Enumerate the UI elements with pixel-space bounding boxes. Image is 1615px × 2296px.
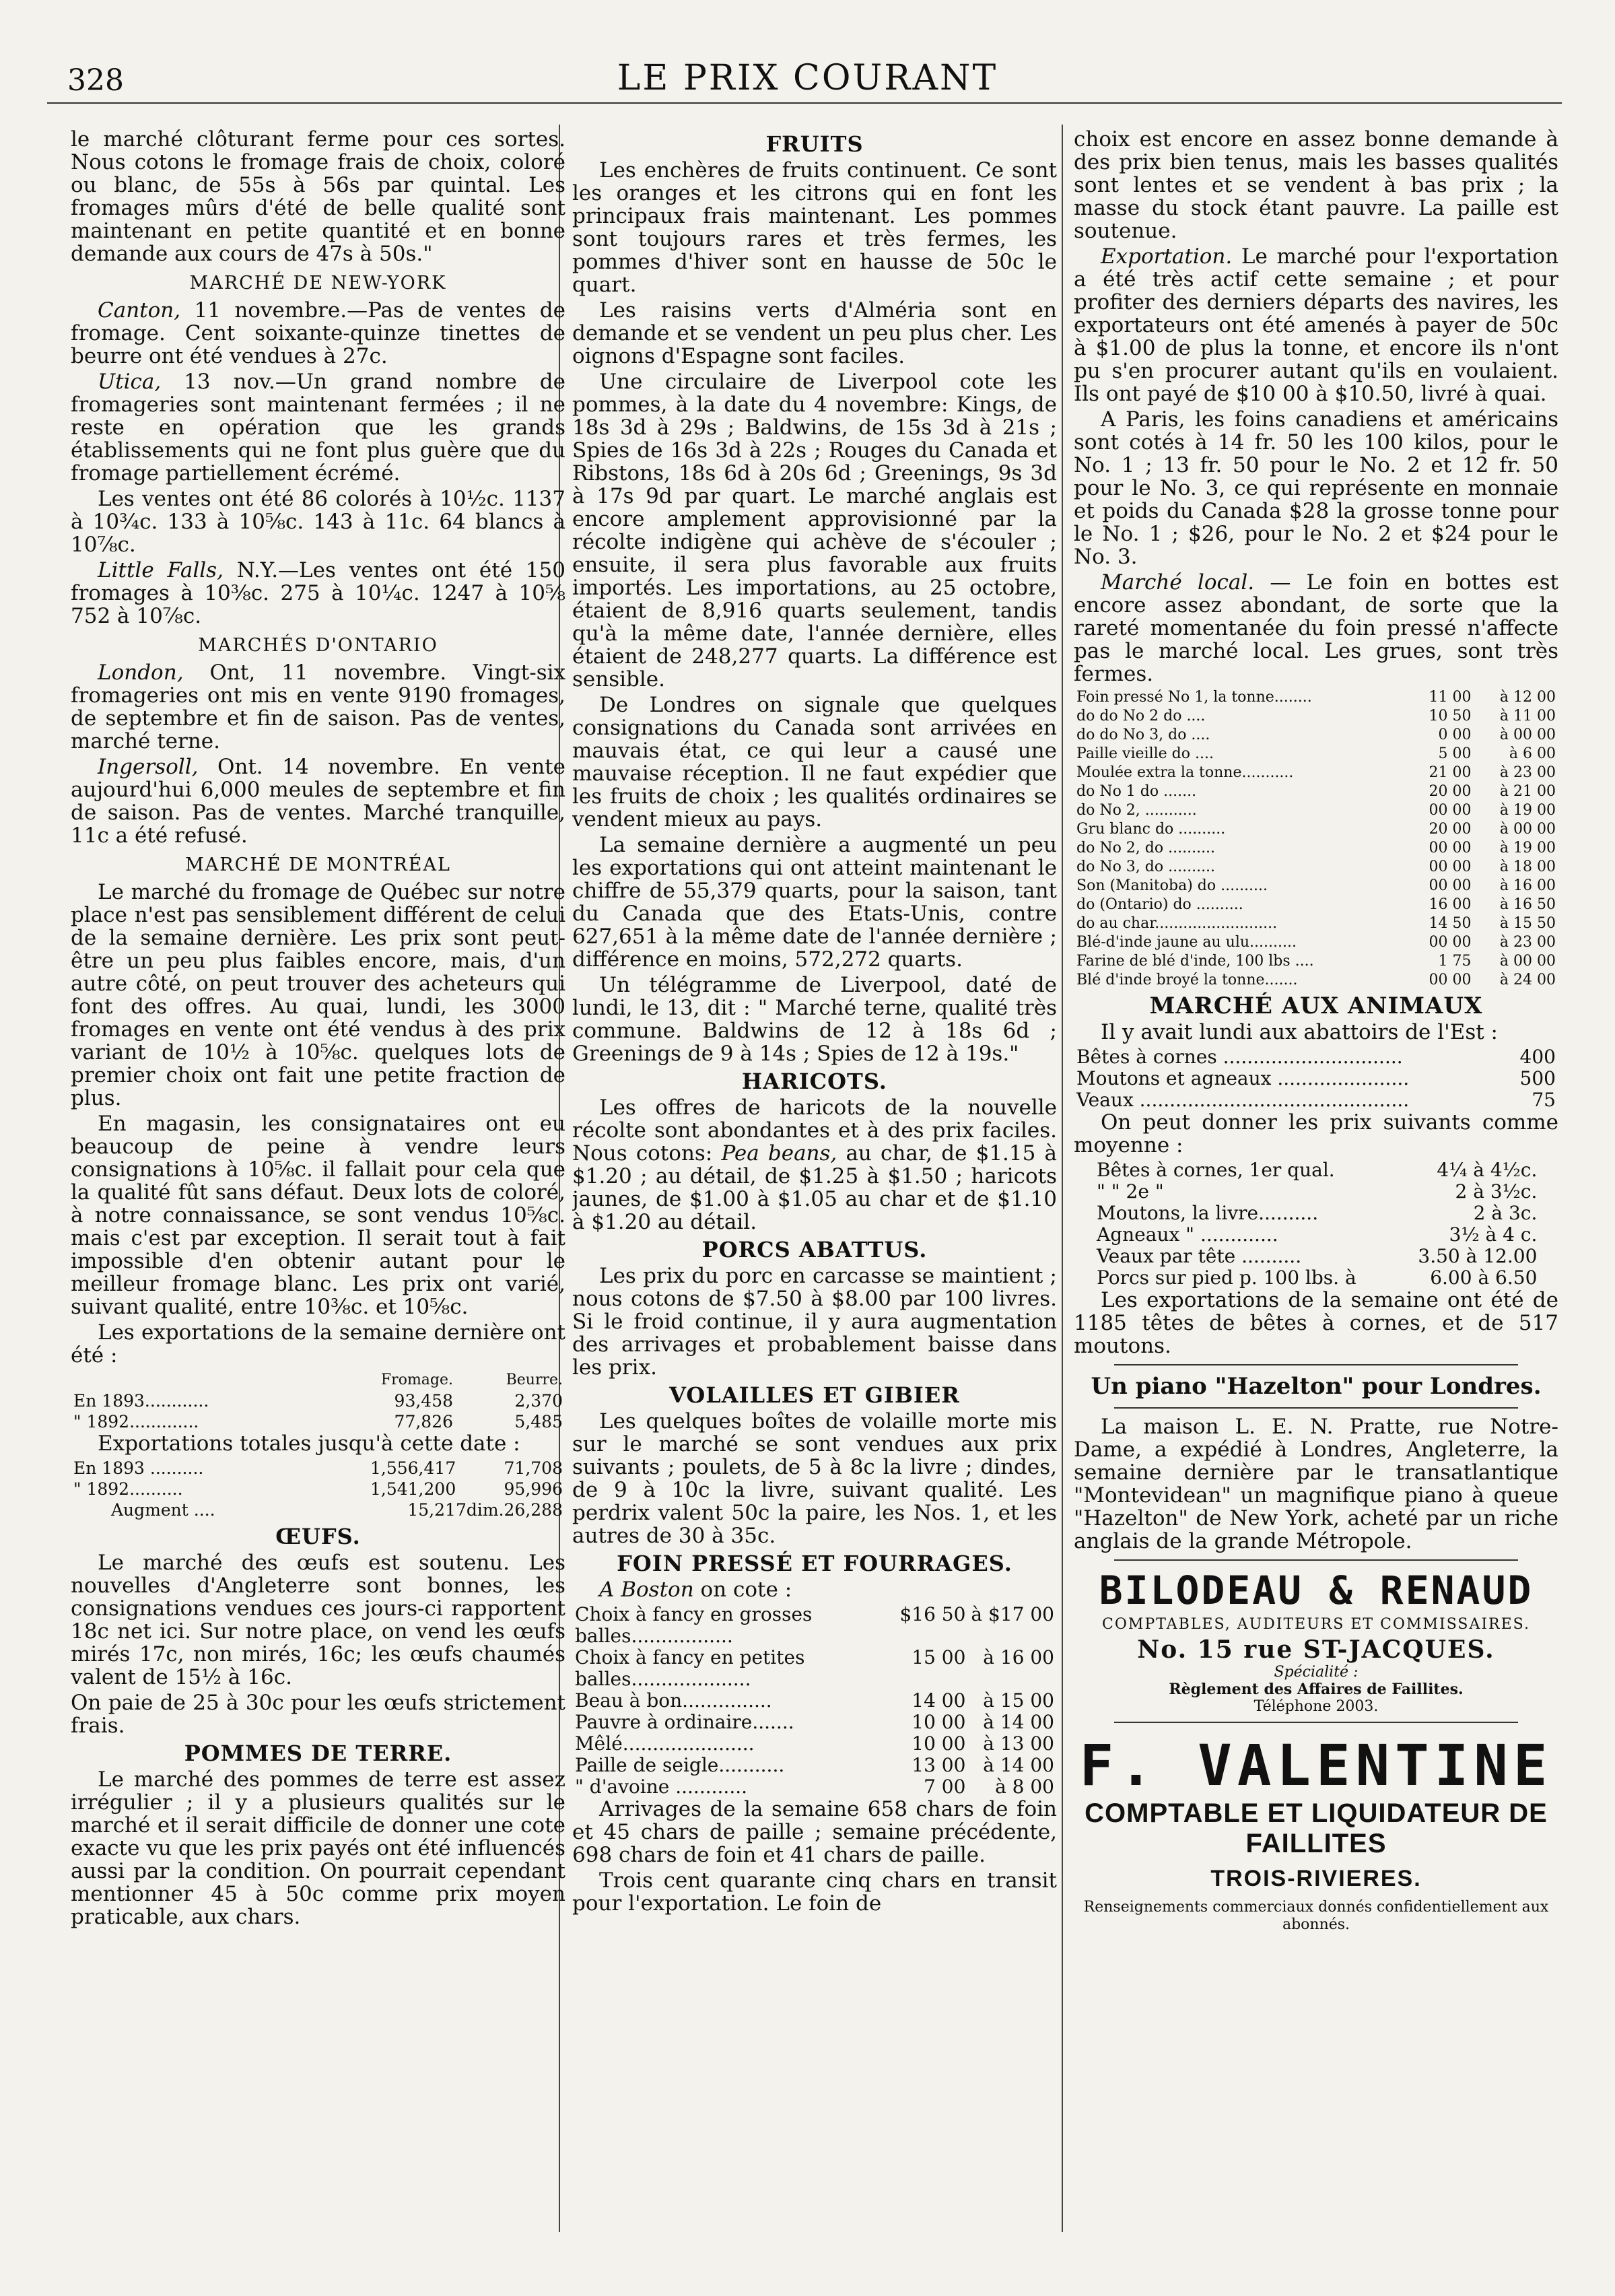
price-low: 10 00 [912, 1732, 966, 1755]
row-label: " d'avoine ............ [575, 1776, 748, 1798]
price-low: 00 00 [1429, 858, 1472, 875]
animaux-exportations-text: Les exportations de la semaine ont été de 1185 têtes de bêtes à cornes, et de 517 moutons. [1074, 1288, 1558, 1358]
utica-report: 13 nov.—Un grand nombre de fromageries sont maintenant fermées ; il ne reste en opération que les grands établissements qui ne font plus guère que du fromage partiellement écrémé. [71, 370, 565, 485]
place-ingersoll: Ingersoll, [98, 755, 199, 779]
ad-note-valentine: Renseignements commerciaux donnés confidentiellement aux abonnés. [1083, 1899, 1549, 1933]
fruits-text-2: Les raisins verts d'Alméria sont en demande et se vendent un peu plus cher. Les oignons d'Espagne sont faciles. [572, 298, 1057, 368]
animaux-prices-table [1094, 1159, 1540, 1289]
haricots-text [572, 1096, 1057, 1234]
price-high: à 18 00 [1499, 858, 1556, 875]
table-row [1074, 933, 1558, 952]
fromage-value: 1,556,417 [370, 1458, 456, 1478]
table-row [572, 1733, 1057, 1755]
price-low: 00 00 [1429, 934, 1472, 951]
newyork-littlefalls-text [71, 559, 565, 628]
price-low: 00 00 [1429, 877, 1472, 894]
section-heading-ontario: MARCHÉS D'ONTARIO [198, 635, 438, 656]
table-row [1074, 764, 1558, 782]
little-falls-report: N.Y.—Les ventes ont été 150 fromages à 10⅜c. 275 à 10¼c. 1247 à 10⅝ 752 à 10⅞c. [71, 558, 565, 628]
price-value: 2 à 3½c. [1455, 1180, 1538, 1203]
section-heading-montreal: MARCHÉ DE MONTRÉAL [185, 854, 451, 875]
montreal-text-1: Le marché du fromage de Québec sur notre place n'est pas sensiblement différent de celui de la semaine dernière. Les prix sont peut-être un peu plus faibles encore, mais, d'un autre côté, on peut trouver des acheteurs qui font des offres. Au quai, lundi, les 3000 fromages en vente ont été vendus à des prix variant de 10½ à 10⅝c. quelques lots de premier choix ont fait une petite fraction de plus. [71, 880, 565, 1110]
fromage-value: 77,826 [394, 1412, 454, 1431]
price-high: à 15 00 [983, 1689, 1054, 1712]
row-label: " 1892............. [73, 1412, 199, 1431]
table-row [1074, 914, 1558, 933]
place-boston: A Boston [599, 1578, 694, 1602]
marche-local-text [1074, 571, 1558, 685]
price-high: à 14 00 [983, 1711, 1054, 1733]
animaux-counts-table [1074, 1046, 1558, 1111]
table-row [1074, 726, 1558, 745]
count-value: 500 [1519, 1067, 1556, 1089]
divider-rule [1114, 1364, 1518, 1365]
table-row [572, 1755, 1057, 1776]
column-1 [71, 128, 565, 2235]
newyork-utica-text [71, 370, 565, 485]
row-label: Gru blanc do .......... [1076, 821, 1226, 838]
price-high: à 19 00 [1499, 840, 1556, 856]
price-high: à 8 00 [995, 1776, 1054, 1798]
row-label: Paille vieille do .... [1076, 745, 1214, 762]
price-high: à 21 00 [1499, 783, 1556, 800]
column-3 [1074, 128, 1558, 2235]
beurre-value: 71,708 [504, 1458, 563, 1478]
row-label: En 1893 .......... [73, 1458, 204, 1478]
table-row [1094, 1203, 1540, 1224]
canton-report: 11 novembre.—Pas de ventes de fromage. Cent soixante-quinze tinettes de beurre ont été vendues à 27c. [71, 298, 565, 368]
table-row [1074, 688, 1558, 707]
ad-name-valentine: F. VALENTINE [1079, 1732, 1553, 1798]
row-label: do do No 2 do .... [1076, 708, 1206, 724]
foin-choix-text: choix est encore en assez bonne demande à des prix bien tenus, mais les basses qualités sont lentes et se vendent à bas prix ; la masse du stock étant pauvre. La paille est soutenue. [1074, 128, 1558, 243]
row-label: Son (Manitoba) do .......... [1076, 877, 1268, 894]
ad-firm-role: COMPTABLES, AUDITEURS ET COMMISSAIRES. [1102, 1616, 1530, 1633]
ad-phone: Téléphone 2003. [1253, 1698, 1379, 1715]
table-row-augment [71, 1499, 565, 1520]
price-low: 13 00 [912, 1754, 966, 1776]
price-value: 6.00 à 6.50 [1430, 1267, 1538, 1289]
table-row [572, 1647, 1057, 1690]
price-value: 3.50 à 12.00 [1418, 1245, 1538, 1267]
price-low: 14 50 [1429, 915, 1472, 932]
price-low: 7 00 [924, 1776, 966, 1798]
price-low: 10 50 [1429, 708, 1472, 724]
col-header-beurre: Beurre. [506, 1372, 563, 1388]
price-low: 21 00 [1429, 764, 1472, 781]
table-row [1074, 952, 1558, 971]
local-prices-table [1074, 688, 1558, 990]
table-row [1074, 1089, 1558, 1111]
exportation-label: Exportation. [1101, 244, 1233, 269]
table-row [1074, 877, 1558, 896]
row-label: Choix à fancy en petites balles.................... [575, 1646, 805, 1690]
column-divider-2 [1062, 125, 1063, 2232]
price-high: à 16 00 [1499, 877, 1556, 894]
ad-specialty-text: Règlement des Affaires de Faillites. [1169, 1681, 1464, 1698]
table-row [71, 1411, 565, 1432]
table-row [572, 1604, 1057, 1647]
price-high: à 19 00 [1499, 802, 1556, 819]
price-low: 5 00 [1438, 745, 1472, 762]
table-row [71, 1479, 565, 1499]
exports-week-table [71, 1370, 565, 1432]
animaux-intro: Il y avait lundi aux abattoirs de l'Est : [1101, 1020, 1498, 1044]
ingersoll-report: Ont. 14 novembre. En vente aujourd'hui 6,000 meules de septembre et fin de saison. Pas de ventes. Marché tranquille, 11c a été refusé. [71, 755, 565, 848]
row-label: Moutons, la livre.......... [1097, 1202, 1319, 1224]
price-value: 3½ à 4 c. [1449, 1223, 1538, 1246]
exportation-body: Le marché pour l'exportation a été très actif cette semaine ; et pour profiter des derniers départs des navires, les exportateurs ont été amenés à payer de 50c à $1.00 de plus la tonne, et encore ils n'ont pu s'en procurer autant qu'ils en voulaient. Ils ont payé de $10 00 à $10.50, livré à quai. [1074, 244, 1558, 406]
fruits-text-1: Les enchères de fruits continuent. Ce sont les oranges et les citrons qui en font les principaux frais maintenant. Les pommes sont toujours rares et très fermes, les pommes d'hiver sont en hausse de 50c le quart. [572, 158, 1057, 297]
ontario-ingersoll-text [71, 755, 565, 847]
table-row [1074, 745, 1558, 764]
price-high: à 23 00 [1499, 764, 1556, 781]
count-value: 75 [1532, 1089, 1556, 1111]
table-row [1074, 839, 1558, 858]
journal-title: LE PRIX COURANT [617, 58, 998, 98]
table-row [1094, 1267, 1540, 1289]
ad-firm-address: No. 15 rue ST-JACQUES. [1137, 1635, 1495, 1664]
fruits-text-6: Un télégramme de Liverpool, daté de lundi, le 13, dit : " Marché terne, qualité très commune. Baldwins de 12 à 18s 6d ; Greenings de 9 à 14s ; Spies de 12 à 19s." [572, 973, 1057, 1066]
table-row [1074, 971, 1558, 990]
exports-total-table [71, 1458, 565, 1520]
row-label: Porcs sur pied p. 100 lbs. à [1097, 1267, 1356, 1289]
row-label: do (Ontario) do .......... [1076, 896, 1243, 913]
divider-rule [1114, 1407, 1518, 1409]
ad-city-valentine: TROIS-RIVIERES. [1210, 1866, 1422, 1891]
fruits-text-3: Une circulaire de Liverpool cote les pommes, à la date du 4 novembre: Kings, de 18s 3d à 29s ; Baldwins, de 15s 3d à 21s ; Spies de 16s 3d à 22s ; Rouges du Canada et Ribstons, 18s 6d à 20s 6d ; Greenings, 9s 3d à 17s 9d par quart. Le marché anglais est encore amplement approvisionné par la récolte indigène qui achève de s'écouler ; ensuite, il sera plus favorable aux fruits importés. Les importations, au 25 octobre, étaient de 8,916 quarts seulement, tandis qu'à la même date, l'année dernière, elles étaient de 248,277 quarts. La différence est sensible. [572, 370, 1057, 691]
price-high: à 24 00 [1499, 972, 1556, 988]
price-high: à 13 00 [983, 1732, 1054, 1755]
volailles-text: Les quelques boîtes de volaille morte mis sur le marché se sont vendues aux prix suivants ; poulets, de 5 à 8c la livre ; dindes, de 9 à 10c la livre, suivant qualité. Les perdrix valent 50c la paire, les Nos. 1, et les autres de 30 à 35c. [572, 1409, 1057, 1548]
augment-value: 15,217dim.26,288 [407, 1500, 563, 1520]
price-low: 0 00 [1438, 727, 1472, 743]
running-header [0, 0, 1615, 114]
row-label: do au char.......................... [1076, 915, 1278, 932]
row-label: En 1893............ [73, 1391, 209, 1411]
price-low: 00 00 [1429, 972, 1472, 988]
fruits-text-5: La semaine dernière a augmenté un peu les exportations qui ont atteint maintenant le chiffre de 55,379 quarts, pour la saison, tant du Canada que des Etats-Unis, contre 627,651 à la même date de l'année dernière ; différence en moins, 572,272 quarts. [572, 833, 1057, 972]
section-heading-newyork: MARCHÉ DE NEW-YORK [189, 273, 447, 294]
row-label: " " 2e " [1097, 1180, 1164, 1203]
header-rule [47, 102, 1562, 104]
price-high: à 00 00 [1499, 821, 1556, 838]
price-value: 4¼ à 4½c. [1437, 1159, 1538, 1181]
price-high: à 16 00 [983, 1646, 1054, 1668]
price-low: 16 00 [1429, 896, 1472, 913]
row-label: Choix à fancy en grosses balles................. [575, 1603, 813, 1647]
section-heading-oeufs: ŒUFS. [275, 1524, 361, 1549]
pommes-de-terre-text: Le marché des pommes de terre est assez irrégulier ; il y a plusieurs qualités sur le marché et il serait difficile de donner une cote exacte vu que les prix payés ont été influencés aussi par la condition. On pourrait cependant mentionner 45 à 50c comme prix moyen praticable, aux chars. [71, 1767, 565, 1929]
table-row [572, 1712, 1057, 1733]
london-report: Ont, 11 novembre. Vingt-six fromageries ont mis en vente 9190 fromages, de septembre et fin de saison. Pas de ventes, marché terne. [71, 661, 565, 753]
fromage-value: 93,458 [394, 1391, 454, 1411]
price-low: $16 50 [899, 1603, 966, 1625]
fruits-text-4: De Londres on signale que quelques consignations du Canada sont arrivées en mauvais état, ce qui leur a causé une mauvaise réception. Il ne faut expédier que les fruits de choix ; les qualités ordinaires se vendent mieux au pays. [572, 693, 1057, 832]
price-high: à 15 50 [1499, 915, 1556, 932]
divider-rule [1114, 1722, 1518, 1723]
newyork-canton-text [71, 299, 565, 368]
table-row [1074, 782, 1558, 801]
cheese-intro-text: le marché clôturant ferme pour ces sortes. Nous cotons le fromage frais de choix, coloré ou blanc, de 55s à 56s par quintal. Les fromages mûrs d'été de belle qualité sont maintenant en petite quantité et en bonne demande aux cours de 47s à 50s." [71, 128, 565, 266]
piano-headline: Un piano "Hazelton" pour Londres. [1091, 1373, 1542, 1400]
row-label: Veaux ............................................. [1076, 1089, 1410, 1111]
porcs-text: Les prix du porc en carcasse se maintient ; nous cotons de $7.50 à $8.00 par 100 livres. Si le froid continue, il y aura augmentation des arrivages et probablement baisse dans les prix. [572, 1264, 1057, 1380]
exportation-text [1074, 245, 1558, 405]
section-heading-volailles: VOLAILLES ET GIBIER [669, 1382, 960, 1408]
advertisement-bilodeau [1074, 1567, 1558, 1715]
place-utica: Utica, [98, 370, 162, 394]
price-high: à 00 00 [1499, 727, 1556, 743]
row-label: do No 3, do .......... [1076, 858, 1216, 875]
table-row [71, 1458, 565, 1479]
augment-label: Augment .... [111, 1500, 215, 1520]
paris-text: A Paris, les foins canadiens et américains sont cotés à 14 fr. 50 les 100 kilos, pour le No. 1 ; 13 fr. 50 pour le No. 2 et 12 fr. 50 pour le No. 3, ce qui représente en monnaie et poids du Canada $28 la grosse tonne pour le No. 1 ; $26, pour le No. 2 et $24 pour le No. 3. [1074, 407, 1558, 569]
table-row [1094, 1159, 1540, 1181]
haricots-text-c: au char, de $1.15 à $1.20 ; au détail, de $1.25 à $1.50 ; haricots jaunes, de $1.00 à $1.05 au char et de $1.10 à $1.20 au détail. [572, 1141, 1057, 1234]
row-label: do No 2, ........... [1076, 802, 1197, 819]
col-header-fromage: Fromage. [380, 1372, 454, 1388]
price-high: à 6 00 [1509, 745, 1556, 762]
price-high: à $17 00 [971, 1603, 1054, 1625]
table-row [71, 1390, 565, 1411]
pea-beans-term: Pea beans, [721, 1141, 837, 1166]
ad-firm-name: BILODEAU & RENAUD [1099, 1567, 1534, 1613]
table-row [1094, 1224, 1540, 1246]
row-label: " 1892.......... [73, 1479, 183, 1499]
ontario-london-text [71, 661, 565, 753]
place-little-falls: Little Falls, [98, 558, 224, 582]
price-high: à 14 00 [983, 1754, 1054, 1776]
row-label: Bêtes à cornes, 1er qual. [1097, 1159, 1335, 1181]
row-label: Veaux par tête .......... [1097, 1245, 1302, 1267]
row-label: do No 2, do .......... [1076, 840, 1216, 856]
oeufs-text-1: Le marché des œufs est soutenu. Les nouvelles d'Angleterre sont bonnes, les consignations vendues ces jours-ci rapportent 18c net ici. Sur notre place, on vend les œufs mirés 17c, non mirés, 16c; les œufs chaumés valent de 15½ à 16c. [71, 1551, 565, 1689]
ad-role-valentine: COMPTABLE ET LIQUIDATEUR DE FAILLITES [1085, 1798, 1548, 1858]
piano-text: La maison L. E. N. Pratte, rue Notre-Dame, a expédié à Londres, Angleterre, la semaine dernière par le transatlantique "Montevidean" un magnifique piano à queue "Hazelton" de New York, acheté par un riche anglais de la grande Métropole. [1074, 1415, 1558, 1553]
section-heading-haricots: HARICOTS. [742, 1069, 887, 1094]
row-label: Bêtes à cornes .............................. [1076, 1046, 1403, 1068]
price-low: 1 75 [1438, 953, 1472, 970]
section-heading-foin: FOIN PRESSÉ ET FOURRAGES. [617, 1551, 1012, 1576]
price-low: 20 00 [1429, 821, 1472, 838]
price-high: à 11 00 [1499, 708, 1556, 724]
table-row [1074, 820, 1558, 839]
section-heading-pommes-de-terre: POMMES DE TERRE. [184, 1741, 452, 1766]
count-value: 400 [1519, 1046, 1556, 1068]
price-low: 15 00 [912, 1646, 966, 1668]
price-low: 11 00 [1429, 689, 1472, 706]
section-heading-animaux: MARCHÉ AUX ANIMAUX [1149, 992, 1483, 1019]
animaux-moyenne-intro: On peut donner les prix suivants comme moyenne : [1074, 1110, 1558, 1157]
foin-boston-table [572, 1604, 1057, 1798]
montreal-text-3: Les exportations de la semaine dernière ont été : [71, 1320, 565, 1368]
price-low: 00 00 [1429, 840, 1472, 856]
newyork-sales-text: Les ventes ont été 86 colorés à 10½c. 1137 à 10¾c. 133 à 10⅝c. 143 à 11c. 64 blancs à 10⅞c. [71, 487, 565, 557]
price-high: à 16 50 [1499, 896, 1556, 913]
beurre-value: 2,370 [514, 1391, 563, 1411]
foin-transit-text: Trois cent quarante cinq chars en transit pour l'exportation. Le foin de [572, 1868, 1057, 1916]
table-row [572, 1776, 1057, 1798]
row-label: Moulée extra la tonne........... [1076, 764, 1294, 781]
page-number: 328 [67, 63, 124, 98]
row-label: Paille de seigle........... [575, 1754, 785, 1776]
row-label: Blé-d'inde jaune au ulu.......... [1076, 934, 1297, 951]
price-low: 10 00 [912, 1711, 966, 1733]
row-label: Blé d'inde broyé la tonne....... [1076, 972, 1298, 988]
montreal-text-4: Exportations totales jusqu'à cette date : [98, 1431, 520, 1456]
row-label: Beau à bon............... [575, 1689, 772, 1712]
montreal-text-2: En magasin, les consignataires ont eu beaucoup de peine à vendre leurs consignations à 10⅝c. il fallait pour cela que la qualité fût sans défaut. Deux lots de coloré, à notre connaissance, se sont vendus 10⅝c. mais c'est par exception. Il serait tout à fait impossible d'en obtenir autant pour le meilleur fromage blanc. Les prix ont varié, suivant qualité, entre 10⅜c. et 10⅝c. [71, 1112, 565, 1319]
price-low: 20 00 [1429, 783, 1472, 800]
haricots-text-a: Les offres de haricots de la nouvelle récolte sont abondantes et à des prix faciles. Nous cotons: [572, 1095, 1057, 1166]
section-heading-porcs: PORCS ABATTUS. [701, 1237, 928, 1262]
oeufs-text-2: On paie de 25 à 30c pour les œufs strictement frais. [71, 1691, 565, 1738]
table-row [1074, 858, 1558, 877]
row-label: Foin pressé No 1, la tonne........ [1076, 689, 1312, 706]
foin-arrivages-text: Arrivages de la semaine 658 chars de foin et 45 chars de paille ; semaine précédente, 698 chars de foin et 41 chars de paille. [572, 1797, 1057, 1867]
column-2 [572, 128, 1057, 2235]
table-row [1074, 801, 1558, 820]
advertisement-valentine [1074, 1732, 1558, 1934]
row-label: do do No 3, do .... [1076, 727, 1210, 743]
beurre-value: 5,485 [514, 1412, 563, 1431]
table-row [1094, 1181, 1540, 1203]
row-label: Farine de blé d'inde, 100 lbs .... [1076, 953, 1314, 970]
table-row [1094, 1246, 1540, 1267]
table-row [1074, 707, 1558, 726]
price-high: à 12 00 [1499, 689, 1556, 706]
row-label: Pauvre à ordinaire....... [575, 1711, 794, 1733]
price-low: 00 00 [1429, 802, 1472, 819]
row-label: Moutons et agneaux ...................... [1076, 1067, 1410, 1089]
row-label: Agneaux " ............. [1097, 1223, 1278, 1246]
foin-boston-intro [572, 1578, 1057, 1601]
price-value: 2 à 3c. [1473, 1202, 1538, 1224]
table-row [1074, 896, 1558, 914]
fromage-value: 1,541,200 [370, 1479, 456, 1499]
place-london: London, [98, 661, 184, 685]
price-high: à 23 00 [1499, 934, 1556, 951]
table-row [1074, 1046, 1558, 1068]
price-low: 14 00 [912, 1689, 966, 1712]
marche-local-label: Marché local. [1101, 570, 1255, 595]
ad-specialty-label: Spécialité : [1274, 1664, 1359, 1681]
row-label: Mêlé...................... [575, 1732, 755, 1755]
divider-rule [1114, 1559, 1518, 1561]
marche-local-body: — Le foin en bottes est encore assez abondant, de sorte que la rareté momentanée du foin pressé n'affecte pas le marché local. Les grues, sont très fermes. [1074, 570, 1558, 686]
beurre-value: 95,996 [504, 1479, 563, 1499]
table-row [572, 1690, 1057, 1712]
table-row [1074, 1068, 1558, 1089]
section-heading-fruits: FRUITS [765, 131, 864, 157]
price-high: à 00 00 [1499, 953, 1556, 970]
boston-cote: on cote : [693, 1578, 792, 1602]
place-canton: Canton, [98, 298, 181, 323]
row-label: do No 1 do ....... [1076, 783, 1197, 800]
